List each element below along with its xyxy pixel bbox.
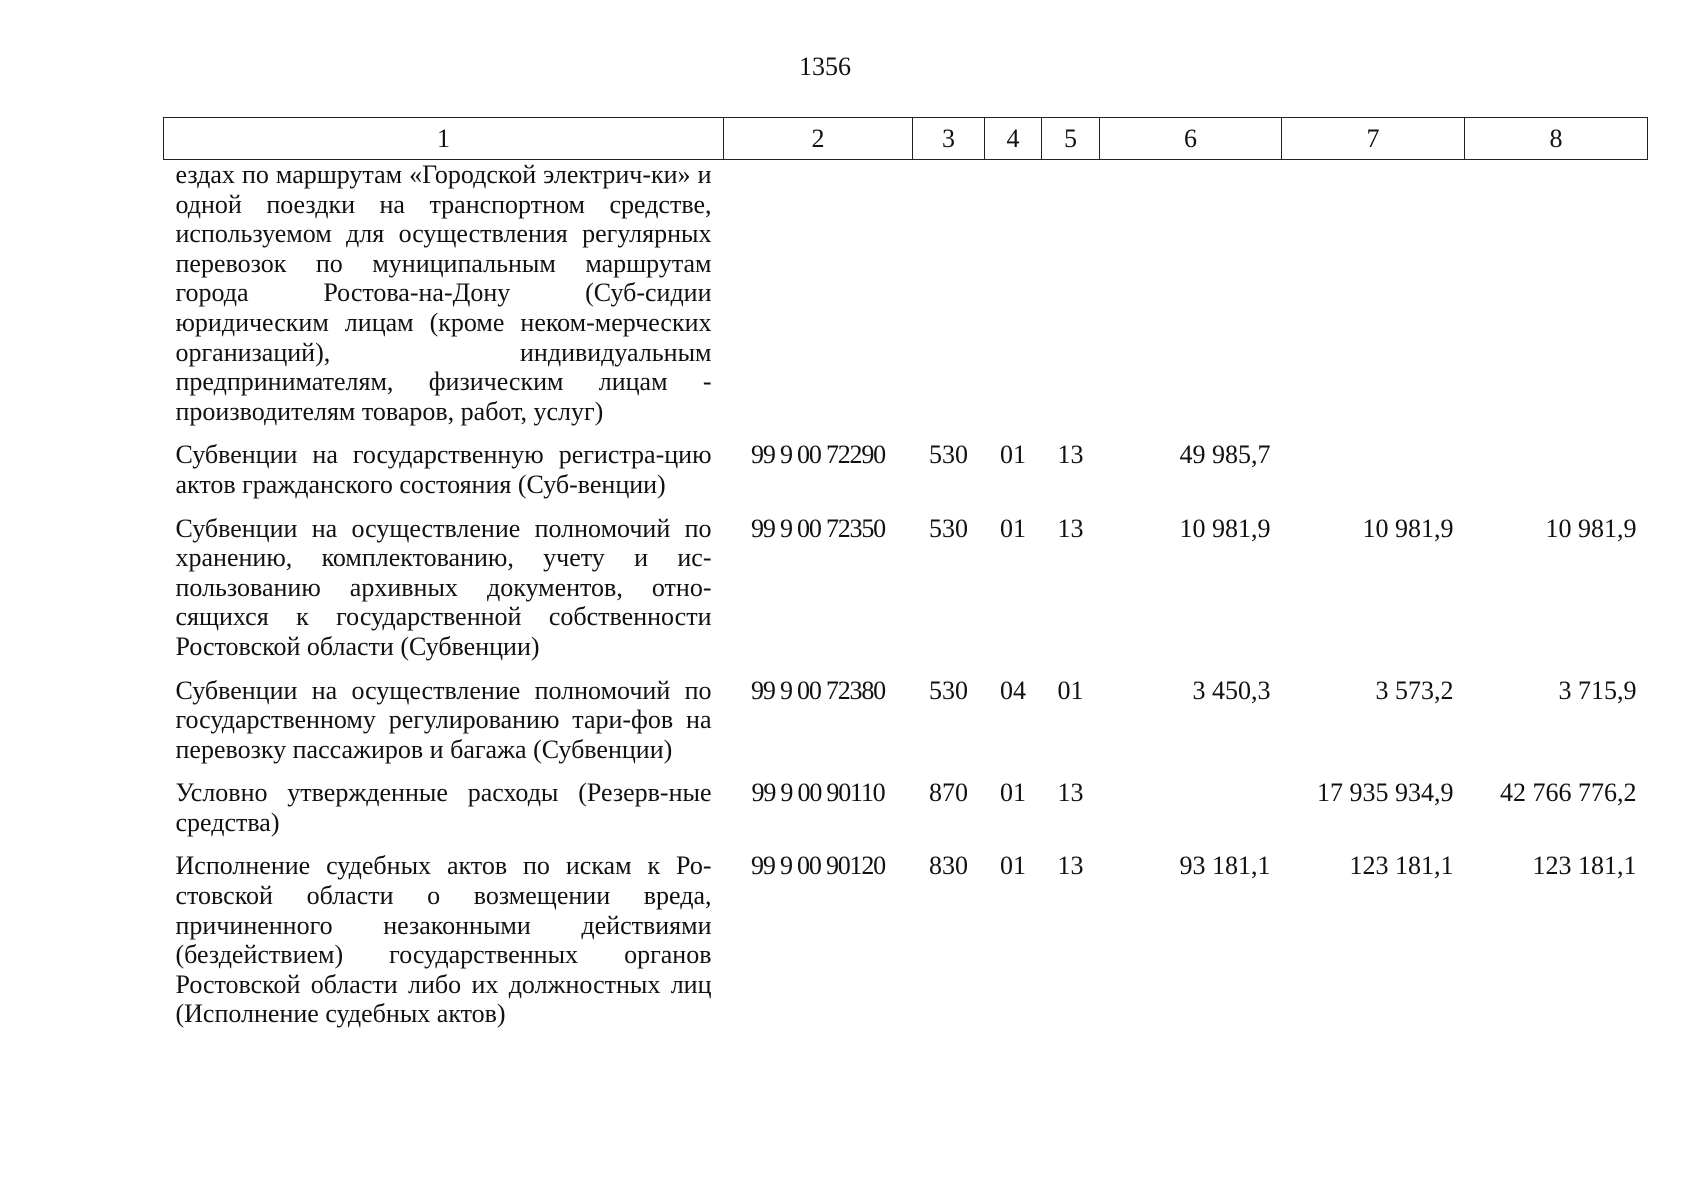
header-row (164, 118, 1648, 160)
row-amount-col8: 10 981,9 (1545, 513, 1637, 543)
row-target-code (724, 160, 913, 441)
table-row (164, 676, 1648, 779)
row-section: 01 (1000, 513, 1026, 543)
row-subsection (1042, 160, 1100, 441)
row-subsection: 01 (1057, 675, 1084, 705)
row-amount-col8: 123 181,1 (1532, 851, 1637, 881)
row-description: Условно утвержденные расходы (Резерв-ные средства) (175, 778, 712, 837)
page-number: 1356 (799, 52, 851, 81)
row-amount-col7: 17 935 934,9 (1317, 778, 1454, 808)
table-row (164, 778, 1648, 851)
row-subsection: 13 (1057, 513, 1084, 543)
row-section: 01 (1000, 778, 1026, 808)
row-expense-type: 830 (929, 851, 968, 881)
column-number-4: 4 (985, 118, 1042, 160)
row-section: 04 (1000, 675, 1026, 705)
row-target-code: 99 9 00 72290 (751, 440, 885, 470)
row-amount-col8 (1465, 440, 1648, 513)
row-description: ездах по маршрутам «Городской электрич-ки» и одной поездки на транспортном средстве, используемом для осуществления регулярных перевозок по муниципальным маршрутам города Ростова-на-Дону (Суб-сидии юридическим лицам (кроме неком-мерческих организаций), индивидуальным предпринимателям, физическим лицам - производителям товаров, работ, услуг) (175, 160, 712, 426)
row-section: 01 (1000, 440, 1026, 470)
row-expense-type: 530 (929, 440, 968, 470)
row-target-code: 99 9 00 72350 (751, 513, 885, 543)
table-row (164, 440, 1648, 513)
row-amount-col7 (1282, 160, 1465, 441)
row-amount-col6: 49 985,7 (1179, 440, 1271, 470)
row-description: Субвенции на осуществление полномочий по государственному регулированию тари-фов на перевозку пассажиров и багажа (Субвенции) (175, 675, 712, 764)
column-number-5: 5 (1042, 118, 1100, 160)
row-amount-col8: 42 766 776,2 (1500, 778, 1637, 808)
row-target-code: 99 9 00 72380 (751, 675, 885, 705)
row-amount-col7: 10 981,9 (1362, 513, 1454, 543)
row-expense-type (913, 160, 985, 441)
row-amount-col6: 10 981,9 (1179, 513, 1271, 543)
table-header (164, 118, 1648, 160)
row-amount-col7: 3 573,2 (1375, 675, 1454, 705)
row-expense-type: 530 (929, 675, 968, 705)
table-row (164, 514, 1648, 676)
row-amount-col6 (1100, 778, 1282, 851)
row-subsection: 13 (1057, 778, 1084, 808)
row-description: Субвенции на осуществление полномочий по хранению, комплектованию, учету и ис-пользованию архивных документов, отно-сящихся к государственной собственности Ростовской области (Субвенции) (175, 513, 712, 661)
row-description: Субвенции на государственную регистра-цию актов гражданского состояния (Суб-венции) (175, 440, 712, 499)
table-body (164, 160, 1648, 1044)
budget-table (163, 117, 1648, 1043)
row-section (985, 160, 1042, 441)
row-amount-col6: 93 181,1 (1179, 851, 1271, 881)
column-number-8: 8 (1465, 118, 1648, 160)
column-number-6: 6 (1100, 118, 1282, 160)
table-row (164, 160, 1648, 441)
row-amount-col6: 3 450,3 (1192, 675, 1271, 705)
row-amount-col7 (1282, 440, 1465, 513)
row-amount-col6 (1100, 160, 1282, 441)
column-number-3: 3 (913, 118, 985, 160)
column-number-2: 2 (724, 118, 913, 160)
row-section: 01 (1000, 851, 1026, 881)
column-number-1: 1 (164, 118, 724, 160)
row-amount-col8 (1465, 160, 1648, 441)
row-expense-type: 530 (929, 513, 968, 543)
row-description: Исполнение судебных актов по искам к Ро-стовской области о возмещении вреда, причиненного незаконными действиями (бездействием) государственных органов Ростовской области либо их должностных лиц (Исполнение судебных актов) (175, 851, 712, 1029)
row-amount-col7: 123 181,1 (1349, 851, 1454, 881)
row-target-code: 99 9 00 90110 (751, 778, 885, 808)
column-number-7: 7 (1282, 118, 1465, 160)
row-amount-col8: 3 715,9 (1558, 675, 1637, 705)
table-row (164, 851, 1648, 1043)
row-subsection: 13 (1057, 440, 1084, 470)
row-target-code: 99 9 00 90120 (751, 851, 885, 881)
row-subsection: 13 (1057, 851, 1084, 881)
row-expense-type: 870 (929, 778, 968, 808)
